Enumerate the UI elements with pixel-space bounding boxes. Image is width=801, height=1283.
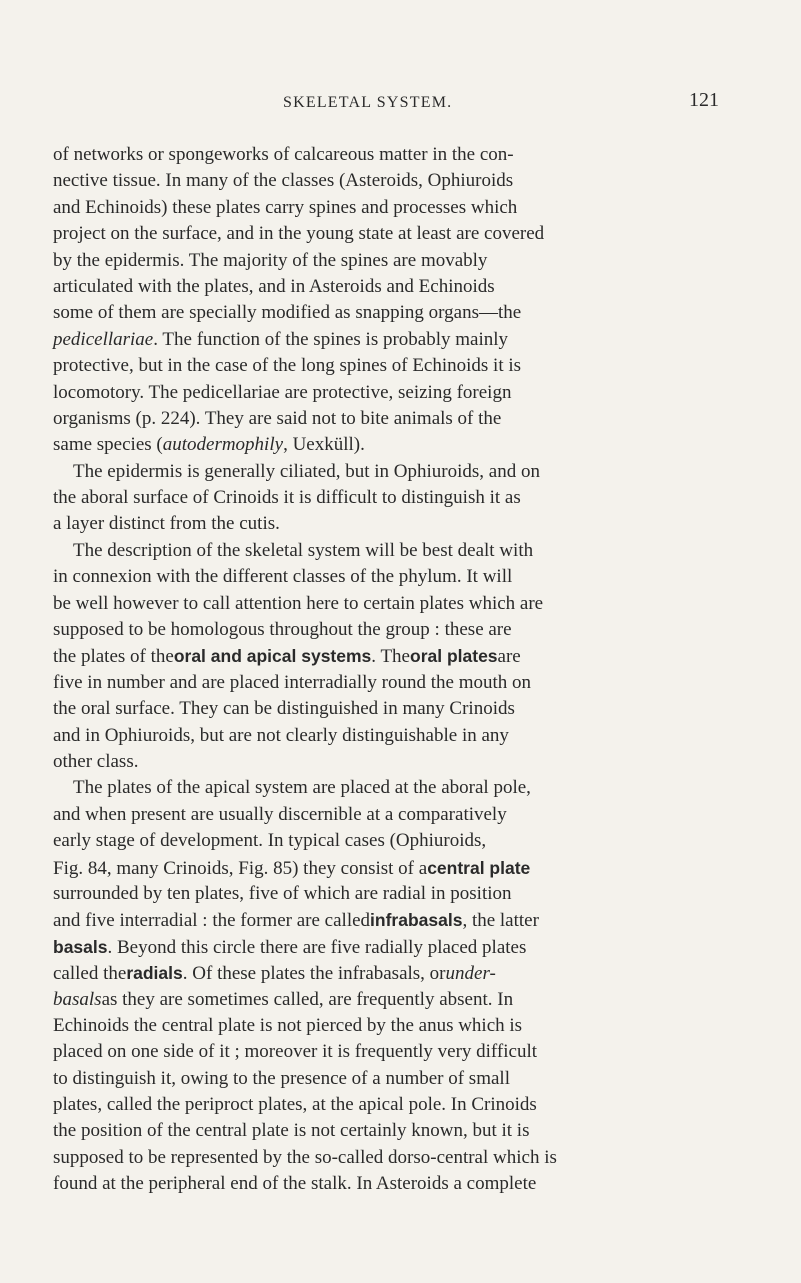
text-line: project on the surface, and in the young state at least are covered <box>53 223 545 245</box>
text-line: and in Ophiuroids, but are not clearly distinguishable in any <box>53 724 509 746</box>
text-line: the plates of theoral and apical systems. Theoral platesare <box>53 643 743 669</box>
running-head-title: SKELETAL SYSTEM. <box>283 94 453 111</box>
text-line: locomotory. The pedicellariae are protective, seizing foreign <box>53 381 512 403</box>
text-line: nective tissue. In many of the classes (Asteroids, Ophiuroids <box>53 170 514 192</box>
text-line: called theradials. Of these plates the infrabasals, orunder- <box>53 960 743 986</box>
bold-term: central plate <box>427 857 531 878</box>
text-line: supposed to be represented by the so-called dorso-central which is <box>53 1146 557 1168</box>
text-line: and Echinoids) these plates carry spines and processes which <box>53 196 518 218</box>
bold-term: oral plates <box>410 646 498 667</box>
text-line: the oral surface. They can be distinguished in many Crinoids <box>53 698 515 720</box>
text-line: found at the peripheral end of the stalk. In Asteroids a complete <box>53 1173 537 1195</box>
text-line: basals. Beyond this circle there are five radially placed plates <box>53 934 743 960</box>
italic-term: pedicellariae <box>53 328 154 350</box>
italic-term: basals <box>53 988 102 1010</box>
text-line: placed on one side of it ; moreover it is frequently very difficult <box>53 1041 538 1063</box>
text-line: articulated with the plates, and in Asteroids and Echinoids <box>53 275 495 297</box>
text-line: some of them are specially modified as snapping organs—the <box>53 302 522 324</box>
body-text <box>53 142 743 1198</box>
text-line: the aboral surface of Crinoids it is difficult to distinguish it as <box>53 487 521 509</box>
text-line: and when present are usually discernible at a comparatively <box>53 803 507 825</box>
text-line: by the epidermis. The majority of the spines are movably <box>53 249 488 271</box>
paragraph-start: The plates of the apical system are placed at the aboral pole, <box>73 777 531 799</box>
italic-term: under- <box>445 963 496 985</box>
bold-term: infrabasals <box>370 910 463 931</box>
text-line: early stage of development. In typical cases (Ophiuroids, <box>53 830 487 852</box>
text-line: plates, called the periproct plates, at the apical pole. In Crinoids <box>53 1094 537 1116</box>
italic-term: autodermophily <box>162 434 284 456</box>
text-line: the position of the central plate is not certainly known, but it is <box>53 1120 530 1142</box>
text-line: Echinoids the central plate is not pierced by the anus which is <box>53 1014 523 1036</box>
text-line: five in number and are placed interradially round the mouth on <box>53 671 532 693</box>
page-number: 121 <box>689 89 719 111</box>
text-line: same species (autodermophily, Uexküll). <box>53 432 743 458</box>
bold-term: basals <box>53 936 108 957</box>
text-line: and five interradial : the former are calledinfrabasals, the latter <box>53 907 743 933</box>
text-line: in connexion with the different classes of the phylum. It will <box>53 566 513 588</box>
text-line: protective, but in the case of the long spines of Echinoids it is <box>53 355 522 377</box>
text-line: a layer distinct from the cutis. <box>53 513 280 535</box>
text-line: of networks or spongeworks of calcareous matter in the con- <box>53 144 514 165</box>
text-line: organisms (p. 224). They are said not to bite animals of the <box>53 407 502 429</box>
text-line: basalsas they are sometimes called, are frequently absent. In <box>53 987 743 1013</box>
bold-term: oral and apical systems <box>173 646 372 667</box>
running-head <box>0 89 801 119</box>
text-line: be well however to call attention here to certain plates which are <box>53 592 544 614</box>
text-line: pedicellariae. The function of the spines is probably mainly <box>53 327 743 353</box>
text-line: supposed to be homologous throughout the group : these are <box>53 619 512 641</box>
text-line: to distinguish it, owing to the presence of a number of small <box>53 1067 510 1089</box>
text-line: surrounded by ten plates, five of which are radial in position <box>53 882 512 904</box>
paragraph-start: The epidermis is generally ciliated, but in Ophiuroids, and on <box>73 460 540 482</box>
bold-term: radials <box>126 963 183 984</box>
text-line: Fig. 84, many Crinoids, Fig. 85) they consist of acentral plate <box>53 855 743 881</box>
text-line: other class. <box>53 750 139 772</box>
paragraph-start: The description of the skeletal system will be best dealt with <box>73 539 534 561</box>
